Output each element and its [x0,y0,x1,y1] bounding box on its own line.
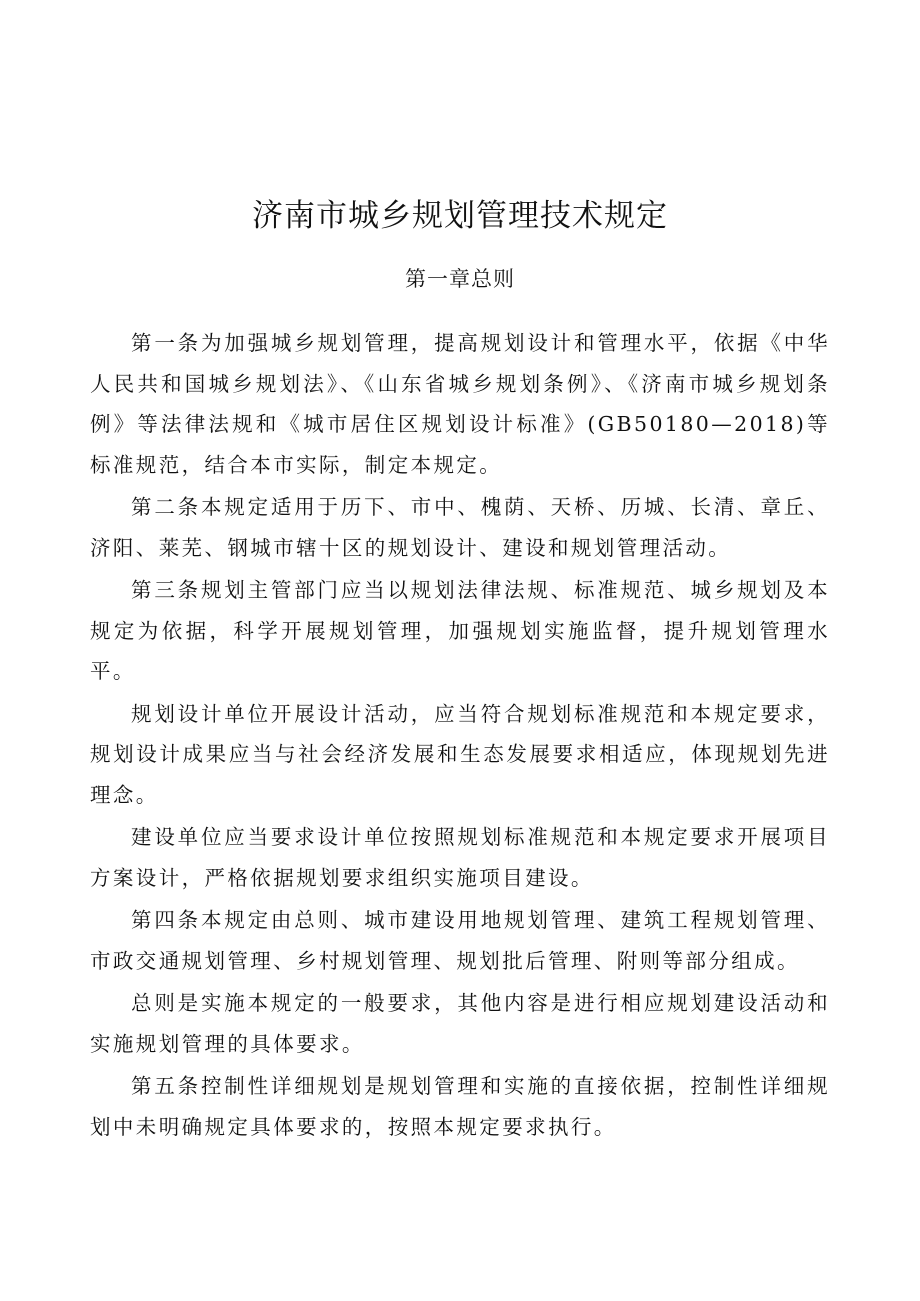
paragraph-article-3: 第三条规划主管部门应当以规划法律法规、标准规范、城乡规划及本规定为依据，科学开展规划管理，加强规划实施监督，提升规划管理水平。 [90,578,830,683]
paragraph-article-5: 第五条控制性详细规划是规划管理和实施的直接依据，控制性详细规划中未明确规定具体要求的，按照本规定要求执行。 [90,1074,830,1139]
paragraph-article-4: 第四条本规定由总则、城市建设用地规划管理、建筑工程规划管理、市政交通规划管理、乡村规划管理、规划批后管理、附则等部分组成。 [90,908,830,973]
paragraph-construction-units: 建设单位应当要求设计单位按照规划标准规范和本规定要求开展项目方案设计，严格依据规划要求组织实施项目建设。 [90,825,830,890]
document-body [90,323,830,1149]
paragraph-general-provisions: 总则是实施本规定的一般要求，其他内容是进行相应规划建设活动和实施规划管理的具体要求。 [90,991,830,1056]
chapter-heading: 第一章总则 [405,267,515,291]
paragraph-article-2: 第二条本规定适用于历下、市中、槐荫、天桥、历城、长清、章丘、济阳、莱芜、钢城市辖十区的规划设计、建设和规划管理活动。 [90,495,830,560]
document-title: 济南市城乡规划管理技术规定 [252,198,668,234]
paragraph-article-1: 第一条为加强城乡规划管理，提高规划设计和管理水平，依据《中华人民共和国城乡规划法》、《山东省城乡规划条例》、《济南市城乡规划条例》等法律法规和《城市居住区规划设计标准》(GB50180—2018)等标准规范，结合本市实际，制定本规定。 [90,331,830,477]
paragraph-design-units: 规划设计单位开展设计活动，应当符合规划标准规范和本规定要求，规划设计成果应当与社会经济发展和生态发展要求相适应，体现规划先进理念。 [90,701,830,807]
